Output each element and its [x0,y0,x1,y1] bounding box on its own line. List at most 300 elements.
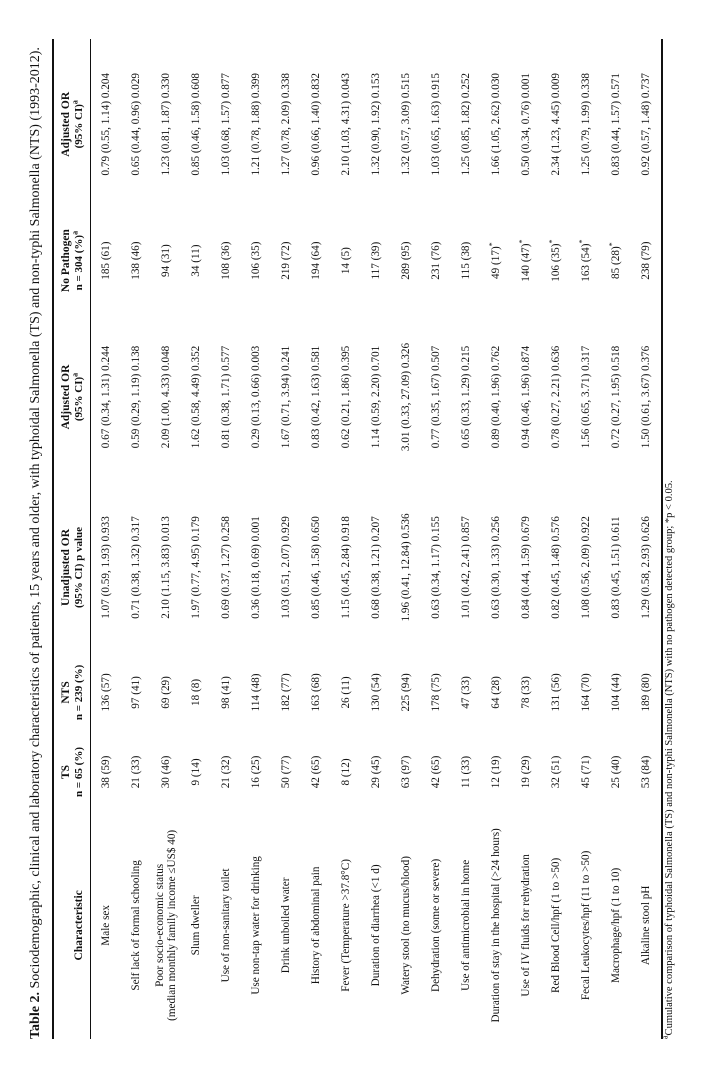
adjusted-or-2-cell [91,39,122,210]
characteristic-label: Fecal Leukocytes/hpf (11 to >50) [580,850,592,1001]
characteristic-cell [601,812,631,1039]
adjusted-or-cell [181,312,211,482]
table-row [181,39,211,1039]
characteristic-label: Male sex [100,905,112,946]
nts-cell [421,653,451,733]
characteristic-cell [541,812,571,1039]
footnote-text: Cumulative comparison of typhoidal Salmonella (TS) and non-typhi Salmonella (NTS) with no pathogen detected group; *p < 0.05. [664,480,675,1036]
nts-cell-value: 131 (56) [550,673,562,712]
nts-cell [91,653,122,733]
unadjusted-or-cell-value: 0.63 (0.34, 1.17) 0.155 [430,516,442,619]
ts-cell [271,732,301,812]
no-pathogen-cell [571,210,601,312]
adjusted-or-2-cell [271,39,301,210]
unadjusted-or-cell-value: 0.36 (0.18, 0.69) 0.001 [250,516,262,619]
ts-cell-value: 38 (59) [100,755,112,789]
adjusted-or-2-cell-value: 0.85 (0.46, 1.58) 0.608 [190,72,202,176]
characteristic-label: Alkaline stool pH [640,885,652,966]
table-row [601,39,631,1039]
ts-cell-value: 25 (40) [610,755,622,789]
adjusted-or-cell [121,312,151,482]
ts-cell [241,732,271,812]
table-caption [28,39,44,1039]
adjusted-or-2-cell [571,39,601,210]
unadjusted-or-cell-value: 0.83 (0.45, 1.51) 0.611 [610,516,622,619]
table-label: Table 2. [28,992,43,1039]
no-pathogen-cell [151,210,181,312]
unadjusted-or-cell-value: 0.84 (0.44, 1.59) 0.679 [520,516,532,619]
table-row [361,39,391,1039]
no-pathogen-cell [541,210,571,312]
nts-cell-value: 189 (80) [640,673,652,712]
adjusted-or-cell [151,312,181,482]
no-pathogen-cell [271,210,301,312]
ts-cell-value: 50 (77) [280,755,292,789]
table-row [331,39,361,1039]
adjusted-or-2-cell [241,39,271,210]
no-pathogen-cell [211,210,241,312]
ts-cell [631,732,662,812]
table-row [451,39,481,1039]
ts-cell [91,732,122,812]
adjusted-or-cell [601,312,631,482]
adjusted-or-2-cell [451,39,481,210]
adjusted-or-2-cell [391,39,421,210]
adjusted-or-cell [421,312,451,482]
table-row [391,39,421,1039]
nts-cell [181,653,211,733]
no-pathogen-cell-value: 14 (5) [340,247,352,275]
no-pathogen-cell [481,210,511,312]
no-pathogen-cell [301,210,331,312]
unadjusted-or-cell [571,482,601,652]
adjusted-or-cell-value: 0.81 (0.38, 1.71) 0.577 [220,345,232,449]
characteristic-cell [511,812,541,1039]
adjusted-or-cell [631,312,662,482]
col-header-adjusted-or: Adjusted OR (95% CI)$^a$ [60,364,85,430]
adjusted-or-cell-value: 0.65 (0.33, 1.29) 0.215 [460,345,472,449]
characteristic-label: Drink unboiled water [280,877,292,974]
adjusted-or-2-cell-value: 1.21 (0.78, 1.88) 0.399 [250,72,262,176]
no-pathogen-cell-value: 231 (76) [430,241,442,280]
adjusted-or-cell-value: 0.77 (0.35, 1.67) 0.507 [430,345,442,449]
table-row [271,39,301,1039]
significance-mark: * [607,242,617,247]
characteristic-label: Macrophage/hpf (1 to 10) [610,867,622,983]
adjusted-or-2-cell-value: 0.83 (0.44, 1.57) 0.571 [610,72,622,176]
nts-cell [391,653,421,733]
no-pathogen-cell [451,210,481,312]
adjusted-or-2-cell-value: 1.03 (0.65, 1.63) 0.915 [430,72,442,176]
unadjusted-or-cell [511,482,541,652]
adjusted-or-2-cell-value: 1.25 (0.79, 1.99) 0.338 [580,72,592,176]
table-body [91,39,663,1039]
adjusted-or-cell [301,312,331,482]
characteristic-cell [361,812,391,1039]
adjusted-or-cell [481,312,511,482]
unadjusted-or-cell-value: 1.96 (0.41, 12.84) 0.536 [400,513,412,622]
adjusted-or-2-cell [211,39,241,210]
unadjusted-or-cell-value: 0.68 (0.38, 1.21) 0.207 [370,516,382,619]
no-pathogen-cell-value: 115 (38) [460,241,472,280]
unadjusted-or-cell [181,482,211,652]
table-row [541,39,571,1039]
adjusted-or-2-cell [361,39,391,210]
characteristic-label: Duration of diarrhea (<1 d) [370,864,382,987]
adjusted-or-2-cell-value: 0.50 (0.34, 0.76) 0.001 [520,72,532,176]
unadjusted-or-cell [631,482,662,652]
ts-cell [331,732,361,812]
unadjusted-or-cell-value: 0.71 (0.38, 1.32) 0.317 [130,516,142,619]
no-pathogen-cell-value: 34 (11) [190,244,202,277]
nts-cell [541,653,571,733]
table-row [421,39,451,1039]
adjusted-or-2-cell-value: 1.32 (0.90, 1.92) 0.153 [370,72,382,176]
nts-cell-value: 163 (68) [310,673,322,712]
no-pathogen-cell-value: 49 (17) [490,246,502,279]
significance-mark: * [517,239,527,244]
characteristic-cell [271,812,301,1039]
nts-cell-value: 164 (70) [580,673,592,712]
unadjusted-or-cell [451,482,481,652]
adjusted-or-2-cell [481,39,511,210]
adjusted-or-2-cell [121,39,151,210]
unadjusted-or-cell-value: 2.10 (1.15, 3.83) 0.013 [160,516,172,619]
nts-cell-value: 69 (29) [160,676,172,709]
adjusted-or-cell-value: 1.14 (0.59, 2.20) 0.701 [370,345,382,449]
unadjusted-or-cell-value: 1.97 (0.77, 4.95) 0.179 [190,516,202,619]
ts-cell [571,732,601,812]
col-header-unadjusted-or: Unadjusted OR (95% CI) p value [60,526,85,608]
unadjusted-or-cell [361,482,391,652]
no-pathogen-cell [601,210,631,312]
adjusted-or-cell [451,312,481,482]
unadjusted-or-cell [151,482,181,652]
ts-cell-value: 8 (12) [340,758,352,786]
nts-cell-value: 182 (77) [280,673,292,712]
table-row [121,39,151,1039]
unadjusted-or-cell-value: 1.07 (0.59, 1.93) 0.933 [100,516,112,619]
col-header-adjusted-or-2: Adjusted OR (95% CI)$^a$ [60,91,85,157]
nts-cell [481,653,511,733]
nts-cell-value: 26 (11) [340,676,352,709]
no-pathogen-cell-value: 289 (95) [400,241,412,280]
nts-cell-value: 47 (33) [460,676,472,709]
nts-cell-value: 97 (41) [130,676,142,709]
characteristic-cell [151,812,181,1039]
adjusted-or-2-cell-value: 1.25 (0.85, 1.82) 0.252 [460,72,472,176]
nts-cell-value: 130 (54) [370,673,382,712]
ts-cell [301,732,331,812]
no-pathogen-cell [391,210,421,312]
ts-cell-value: 45 (71) [580,755,592,789]
nts-cell-value: 64 (28) [490,676,502,709]
adjusted-or-2-cell-value: 0.65 (0.44, 0.96) 0.029 [130,72,142,176]
characteristics-table [52,39,663,1039]
nts-cell [151,653,181,733]
adjusted-or-cell [391,312,421,482]
unadjusted-or-cell-value: 0.82 (0.45, 1.48) 0.576 [550,516,562,619]
unadjusted-or-cell-value: 1.03 (0.51, 2.07) 0.929 [280,516,292,619]
nts-cell-value: 225 (94) [400,673,412,712]
characteristic-cell [241,812,271,1039]
characteristic-cell [481,812,511,1039]
ts-cell [601,732,631,812]
adjusted-or-cell-value: 1.67 (0.71, 3.94) 0.241 [280,345,292,449]
nts-cell-value: 78 (33) [520,676,532,709]
adjusted-or-2-cell [541,39,571,210]
table-row [571,39,601,1039]
ts-cell-value: 21 (33) [130,755,142,789]
significance-mark: * [547,239,557,244]
no-pathogen-cell-value: 238 (79) [640,241,652,280]
characteristic-label: Self lack of formal schooling [130,860,142,991]
unadjusted-or-cell [331,482,361,652]
significance-mark: * [577,239,587,244]
characteristic-label: Red Blood Cell/hpf (1 to >50) [550,857,562,994]
adjusted-or-2-cell-value: 0.96 (0.66, 1.40) 0.832 [310,72,322,176]
unadjusted-or-cell [91,482,122,652]
characteristic-label: Slum dweller [190,895,202,956]
nts-cell [301,653,331,733]
table-row [511,39,541,1039]
no-pathogen-cell-value: 194 (64) [310,241,322,280]
no-pathogen-cell-value: 85 (28) [610,246,622,279]
no-pathogen-cell [241,210,271,312]
characteristic-cell [181,812,211,1039]
adjusted-or-2-cell-value: 1.03 (0.68, 1.57) 0.877 [220,72,232,176]
no-pathogen-cell-value: 106 (35) [250,241,262,280]
adjusted-or-2-cell [151,39,181,210]
no-pathogen-cell [421,210,451,312]
nts-cell [361,653,391,733]
ts-cell [211,732,241,812]
ts-cell-value: 11 (33) [460,755,472,789]
adjusted-or-cell [361,312,391,482]
characteristic-cell [631,812,662,1039]
no-pathogen-cell-value: 117 (39) [370,241,382,280]
ts-cell [541,732,571,812]
characteristic-cell [301,812,331,1039]
adjusted-or-cell [511,312,541,482]
table-row [151,39,181,1039]
no-pathogen-cell-value: 106 (35) [550,243,562,282]
adjusted-or-2-cell [181,39,211,210]
nts-cell-value: 136 (57) [100,673,112,712]
adjusted-or-2-cell [631,39,662,210]
ts-cell-value: 16 (25) [250,755,262,789]
ts-cell-value: 30 (46) [160,755,172,789]
unadjusted-or-cell [301,482,331,652]
adjusted-or-2-cell-value: 1.27 (0.78, 2.09) 0.338 [280,72,292,176]
adjusted-or-cell [91,312,122,482]
ts-cell [181,732,211,812]
adjusted-or-cell-value: 0.94 (0.46, 1.96) 0.874 [520,345,532,449]
characteristic-label: Fever (Temperature >37.8°C) [340,859,352,992]
characteristic-cell [421,812,451,1039]
characteristic-label-line2: (median monthly family income ≤US$ 40) [166,829,178,1021]
adjusted-or-2-cell-value: 1.32 (0.57, 3.09) 0.515 [400,72,412,176]
nts-cell-value: 178 (75) [430,673,442,712]
no-pathogen-cell-value: 163 (54) [580,243,592,282]
unadjusted-or-cell-value: 0.85 (0.46, 1.58) 0.650 [310,516,322,619]
adjusted-or-cell-value: 0.59 (0.29, 1.19) 0.138 [130,345,142,449]
unadjusted-or-cell [481,482,511,652]
ts-cell-value: 21 (32) [220,755,232,789]
no-pathogen-cell-value: 219 (72) [280,241,292,280]
significance-mark: * [487,242,497,247]
no-pathogen-cell-value: 108 (36) [220,241,232,280]
unadjusted-or-cell-value: 0.63 (0.30, 1.33) 0.256 [490,516,502,619]
adjusted-or-2-cell-value: 1.23 (0.81, 1.87) 0.330 [160,72,172,176]
adjusted-or-2-cell-value: 2.10 (1.03, 4.31) 0.043 [340,72,352,176]
unadjusted-or-cell-value: 1.15 (0.45, 2.84) 0.918 [340,516,352,619]
unadjusted-or-cell [271,482,301,652]
nts-cell [601,653,631,733]
nts-cell [121,653,151,733]
adjusted-or-2-cell-value: 1.66 (1.05, 2.62) 0.030 [490,72,502,176]
nts-cell [571,653,601,733]
ts-cell-value: 42 (65) [430,755,442,789]
table-footnote: $^a$Cumulative comparison of typhoidal Salmonella (TS) and non-typhi Salmonella (NTS) with no pathogen detected group; *p < 0.05. [660,480,675,1039]
no-pathogen-cell [631,210,662,312]
characteristic-cell [211,812,241,1039]
unadjusted-or-cell [421,482,451,652]
nts-cell [631,653,662,733]
nts-cell [451,653,481,733]
adjusted-or-2-cell [331,39,361,210]
ts-cell [481,732,511,812]
unadjusted-or-cell-value: 1.29 (0.58, 2.93) 0.626 [640,516,652,619]
nts-cell [271,653,301,733]
nts-cell-value: 114 (48) [250,673,262,712]
no-pathogen-cell [361,210,391,312]
ts-cell-value: 29 (45) [370,755,382,789]
adjusted-or-cell [571,312,601,482]
adjusted-or-cell [271,312,301,482]
adjusted-or-cell-value: 1.50 (0.61, 3.67) 0.376 [640,345,652,449]
ts-cell [391,732,421,812]
adjusted-or-cell-value: 0.62 (0.21, 1.86) 0.395 [340,345,352,449]
characteristic-label: Duration of stay in the hospital (>24 hours) [490,828,502,1023]
adjusted-or-2-cell-value: 0.79 (0.55, 1.14) 0.204 [100,72,112,176]
nts-cell [211,653,241,733]
table-row [241,39,271,1039]
adjusted-or-2-cell [301,39,331,210]
col-header-characteristic: Characteristic [73,890,85,961]
no-pathogen-cell-value: 185 (61) [100,241,112,280]
characteristic-label: Use of antimicrobial in home [460,859,472,991]
characteristic-label: Dehydration (some or severe) [430,858,442,993]
characteristic-label: Use of IV fluids for rehydration [520,854,532,997]
adjusted-or-cell-value: 3.01 (0.33, 27.09) 0.326 [400,342,412,452]
nts-cell-value: 18 (8) [190,678,202,706]
unadjusted-or-cell [211,482,241,652]
table-row [631,39,662,1039]
characteristic-label: Watery stool (no mucus/blood) [400,856,412,995]
ts-cell [421,732,451,812]
unadjusted-or-cell-value: 0.69 (0.37, 1.27) 0.258 [220,516,232,619]
adjusted-or-cell-value: 0.89 (0.40, 1.96) 0.762 [490,345,502,449]
adjusted-or-2-cell-value: 2.34 (1.23, 4.45) 0.009 [550,72,562,176]
ts-cell-value: 53 (84) [640,755,652,789]
characteristic-label: Poor socio-economic status [154,863,166,987]
caption-text: Sociodemographic, clinical and laboratory characteristics of patients, 15 years and older, with typhoidal Salmonella (TS) and non-typhi Salmonella (NTS) (1993-2012). [28,47,43,989]
col-header-no-pathogen: No Pathogen n = 304 (%)$^a$ [60,229,85,293]
table-row [91,39,122,1039]
ts-cell-value: 42 (65) [310,755,322,789]
ts-cell [121,732,151,812]
adjusted-or-cell-value: 0.72 (0.27, 1.95) 0.518 [610,345,622,449]
no-pathogen-cell-value: 140 (47) [520,243,532,282]
adjusted-or-cell-value: 1.62 (0.58, 4.49) 0.352 [190,345,202,449]
adjusted-or-2-cell [511,39,541,210]
characteristic-cell [451,812,481,1039]
unadjusted-or-cell [121,482,151,652]
nts-cell-value: 104 (44) [610,673,622,712]
characteristic-cell [121,812,151,1039]
adjusted-or-cell [241,312,271,482]
nts-cell [511,653,541,733]
table-row [481,39,511,1039]
adjusted-or-cell [541,312,571,482]
characteristic-label: Use non-tap water for drinking [250,856,262,995]
adjusted-or-cell-value: 0.29 (0.13, 0.66) 0.003 [250,345,262,449]
ts-cell [511,732,541,812]
unadjusted-or-cell-value: 1.08 (0.56, 2.09) 0.922 [580,516,592,619]
table-row [211,39,241,1039]
no-pathogen-cell-value: 138 (46) [130,241,142,280]
ts-cell [451,732,481,812]
unadjusted-or-cell [541,482,571,652]
adjusted-or-cell-value: 2.09 (1.00, 4.33) 0.048 [160,345,172,449]
table-row [301,39,331,1039]
nts-cell [331,653,361,733]
col-header-nts: NTS n = 239 (%) [60,664,85,721]
adjusted-or-cell [211,312,241,482]
adjusted-or-cell-value: 0.67 (0.34, 1.31) 0.244 [100,345,112,449]
ts-cell-value: 12 (19) [490,755,502,789]
no-pathogen-cell-value: 94 (31) [160,244,172,277]
characteristic-cell [91,812,122,1039]
unadjusted-or-cell [601,482,631,652]
header-row [53,39,91,1039]
ts-cell [361,732,391,812]
nts-cell-value: 98 (41) [220,676,232,709]
no-pathogen-cell [121,210,151,312]
characteristic-label: Use of non-sanitary toilet [220,868,232,983]
no-pathogen-cell [181,210,211,312]
ts-cell-value: 32 (51) [550,755,562,789]
adjusted-or-2-cell-value: 0.92 (0.57, 1.48) 0.737 [640,72,652,176]
adjusted-or-cell-value: 0.83 (0.42, 1.63) 0.581 [310,345,322,449]
adjusted-or-cell [331,312,361,482]
unadjusted-or-cell-value: 1.01 (0.42, 2.41) 0.857 [460,516,472,619]
adjusted-or-2-cell [421,39,451,210]
adjusted-or-cell-value: 1.56 (0.65, 3.71) 0.317 [580,345,592,449]
characteristic-cell [391,812,421,1039]
col-header-ts: TS n = 65 (%) [60,746,85,797]
unadjusted-or-cell [391,482,421,652]
characteristic-cell [331,812,361,1039]
ts-cell-value: 19 (29) [520,755,532,789]
no-pathogen-cell [91,210,122,312]
characteristic-label: History of abdominal pain [310,866,322,985]
no-pathogen-cell [511,210,541,312]
unadjusted-or-cell [241,482,271,652]
ts-cell-value: 63 (97) [400,755,412,789]
no-pathogen-cell [331,210,361,312]
